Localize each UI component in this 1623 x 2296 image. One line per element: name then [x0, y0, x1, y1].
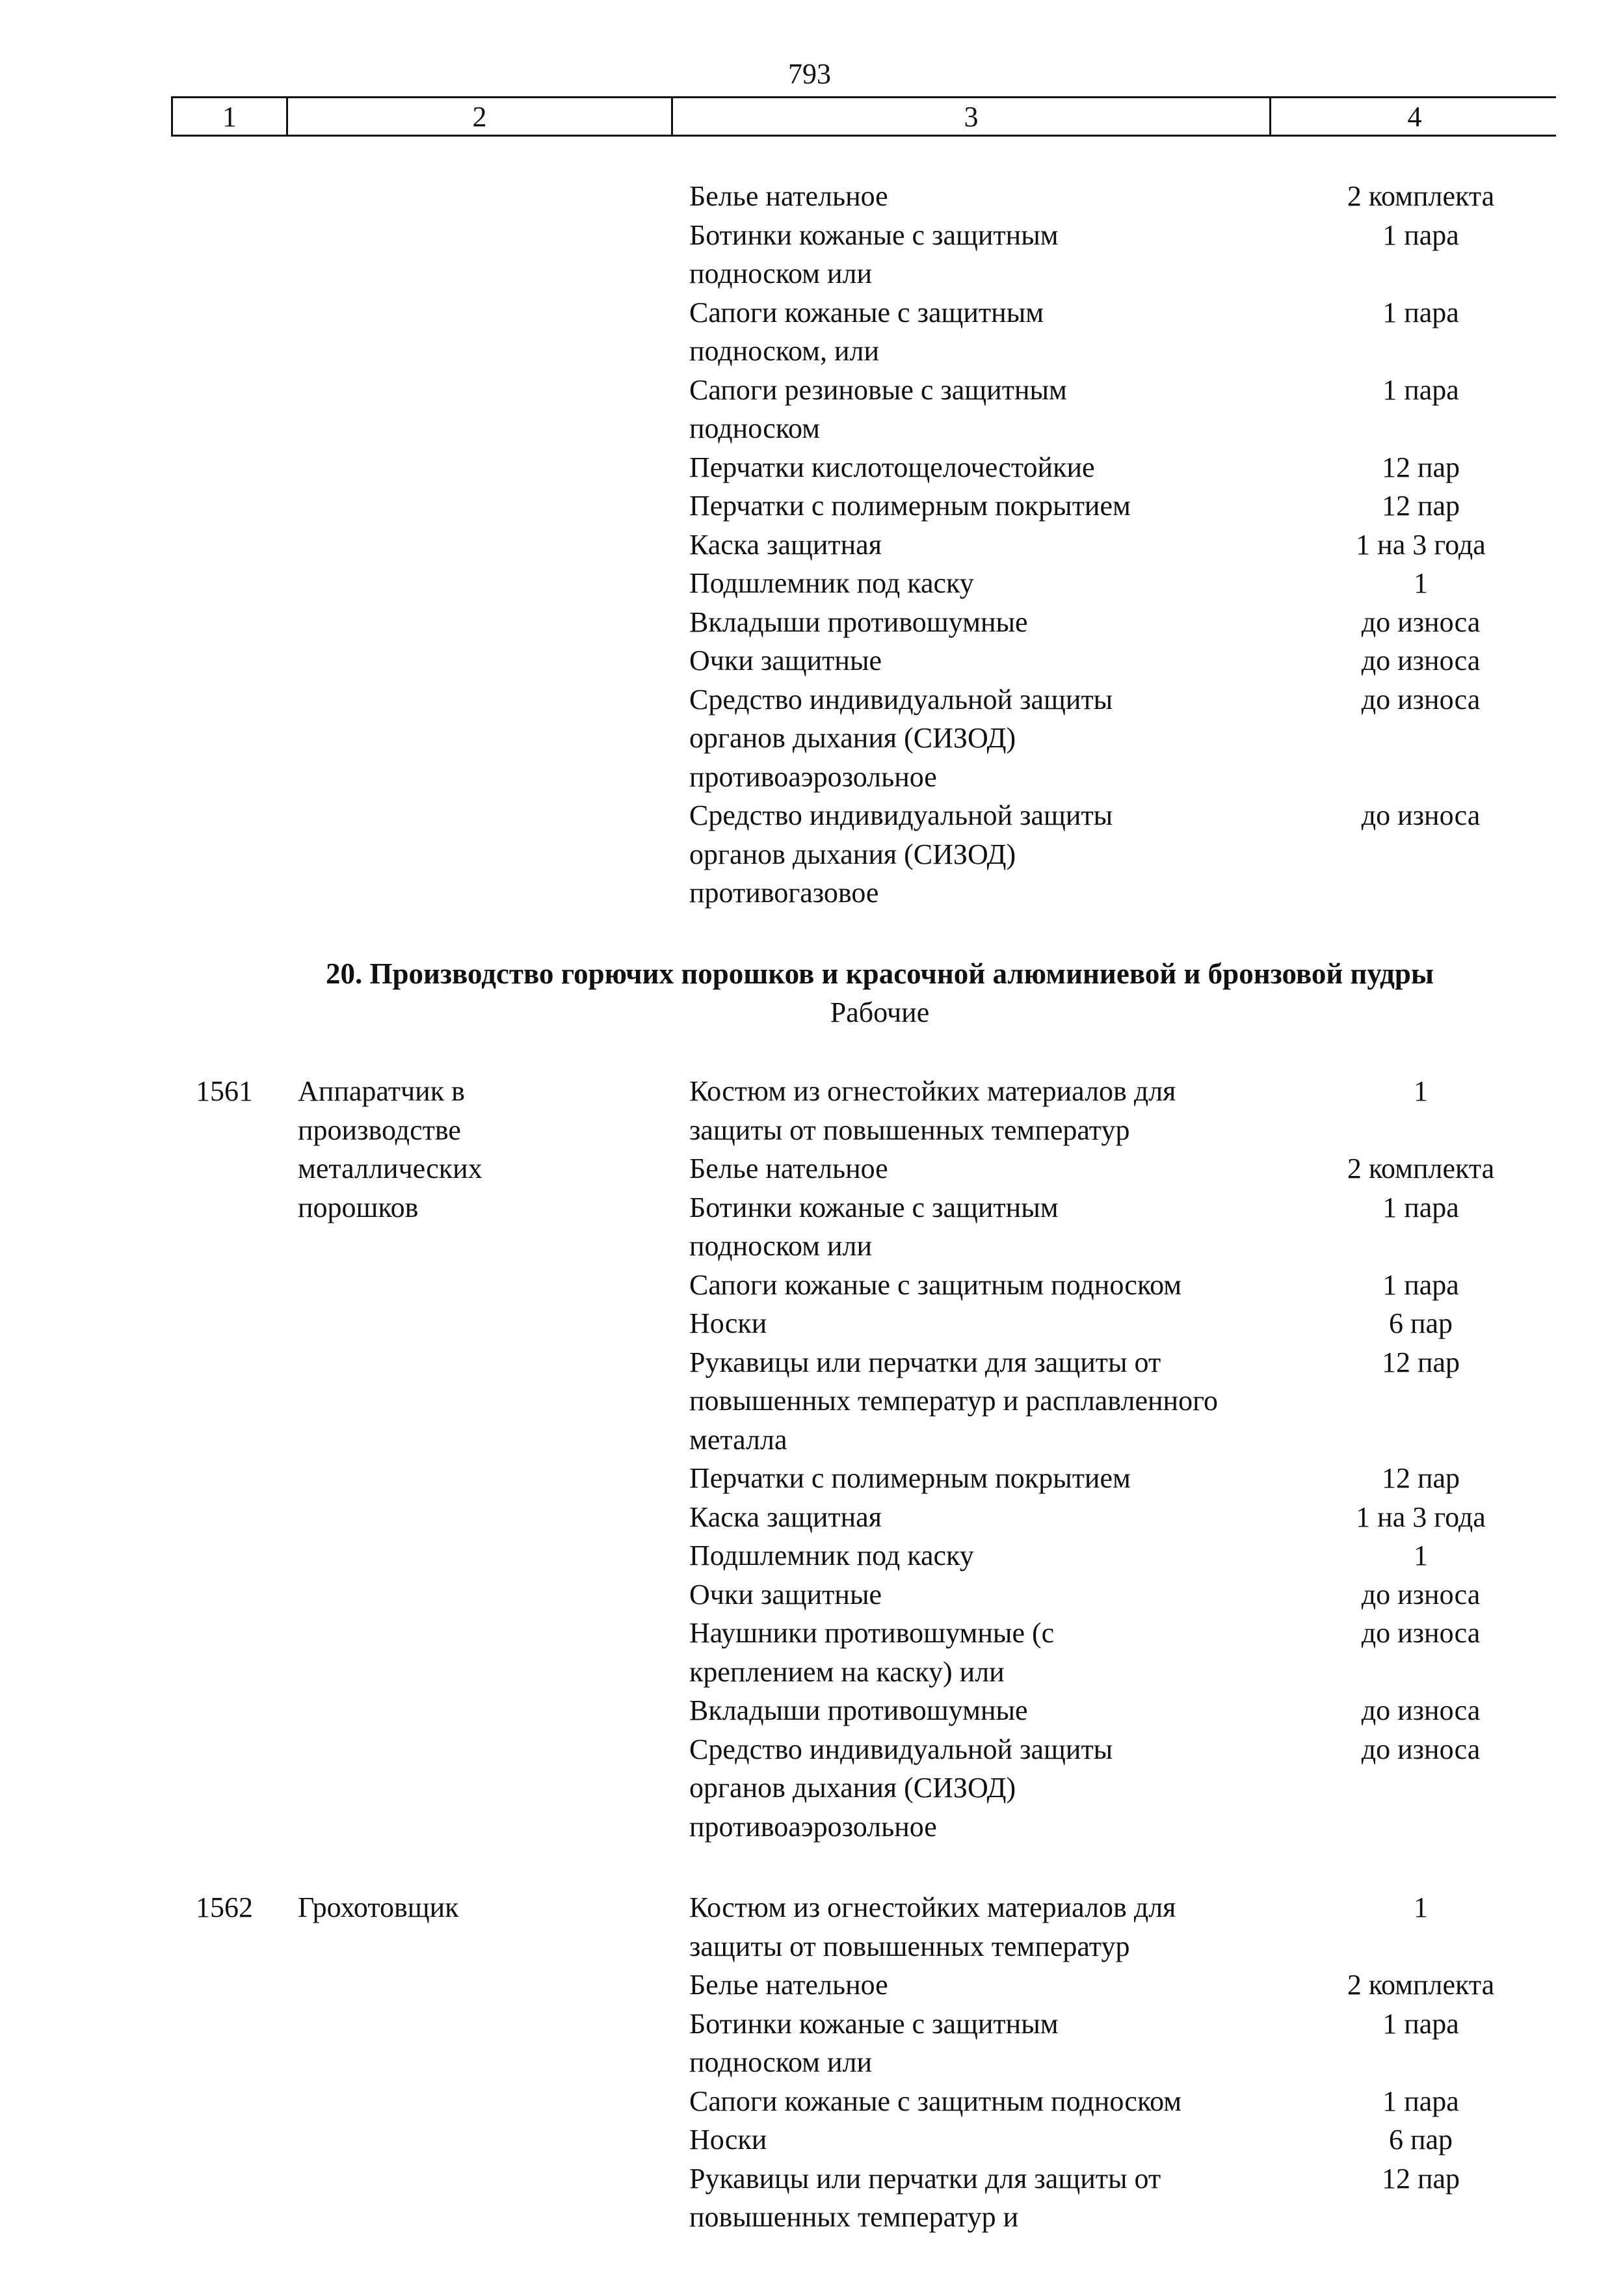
item-name: Сапоги кожаные с защитным подноском — [689, 1268, 1182, 1301]
section-title: 20. Производство горючих порошков и красочной алюминиевой и бронзовой пудры — [325, 957, 1434, 990]
list-item — [0, 1072, 1623, 1149]
continuation-items — [0, 177, 1623, 913]
item-name: Сапоги кожаные с защитным подноском, или — [689, 296, 1044, 367]
item-qty: 2 комплекта — [1347, 1969, 1495, 2001]
item-name: Подшлемник под каску — [689, 567, 974, 599]
item-name: Носки — [689, 2124, 767, 2156]
column-header-row — [171, 96, 1556, 137]
item-name: Очки защитные — [689, 1578, 882, 1610]
column-header-4: 4 — [1407, 101, 1422, 133]
item-qty: 1 — [1414, 1891, 1428, 1923]
item-name: Средство индивидуальной защиты органов дыхания (СИЗОД) противоаэрозольное — [689, 683, 1113, 793]
entry-job-title: Грохотовщик — [298, 1891, 459, 1923]
item-qty: 2 комплекта — [1347, 180, 1495, 212]
list-item — [0, 487, 1623, 526]
item-name: Ботинки кожаные с защитным подноском или — [689, 1191, 1059, 1262]
item-name: Ботинки кожаные с защитным подноском или — [689, 2007, 1059, 2078]
list-item — [0, 2005, 1623, 2082]
list-item — [0, 1498, 1623, 1537]
entry-items — [0, 1072, 1623, 1846]
list-item — [0, 1614, 1623, 1691]
item-name: Перчатки с полимерным покрытием — [689, 490, 1131, 522]
list-item — [0, 1459, 1623, 1498]
entry-job-title: Аппаратчик в производстве металлических порошков — [298, 1075, 482, 1223]
item-qty: до износа — [1361, 606, 1481, 638]
item-name: Белье нательное — [689, 180, 888, 212]
list-item — [0, 1536, 1623, 1575]
list-item — [0, 2082, 1623, 2121]
list-item — [0, 526, 1623, 565]
item-name: Сапоги резиновые с защитным подноском — [689, 373, 1067, 444]
item-name: Каска защитная — [689, 1501, 882, 1533]
item-qty: 12 пар — [1381, 490, 1460, 522]
item-name: Белье нательное — [689, 1153, 888, 1184]
column-header-3: 3 — [673, 98, 1271, 135]
item-name: Рукавицы или перчатки для защиты от повышенных температур и расплавленного металла — [689, 1346, 1219, 1456]
column-header-1: 1 — [173, 98, 288, 135]
list-item — [0, 641, 1623, 680]
item-qty: 12 пар — [1381, 1346, 1460, 1378]
item-name: Рукавицы или перчатки для защиты от повышенных температур и — [689, 2162, 1161, 2233]
item-name: Средство индивидуальной защиты органов дыхания (СИЗОД) противоаэрозольное — [689, 1733, 1113, 1843]
item-name: Вкладыши противошумные — [689, 606, 1028, 638]
item-name: Очки защитные — [689, 645, 882, 676]
list-item — [0, 1188, 1623, 1266]
entry-code: 1562 — [196, 1891, 253, 1923]
item-qty: 6 пар — [1388, 1307, 1453, 1339]
item-qty: 1 — [1414, 567, 1428, 599]
list-item — [0, 293, 1623, 371]
item-qty: 1 пара — [1382, 373, 1459, 406]
list-item — [0, 603, 1623, 642]
item-qty: 1 на 3 года — [1356, 528, 1486, 561]
item-qty: 1 на 3 года — [1356, 1501, 1486, 1533]
item-qty: до износа — [1361, 1694, 1481, 1726]
item-qty: 12 пар — [1381, 2162, 1460, 2195]
list-item — [0, 1966, 1623, 2005]
list-item — [0, 1343, 1623, 1460]
item-qty: 1 пара — [1382, 1268, 1459, 1301]
item-name: Носки — [689, 1307, 767, 1339]
list-item — [0, 1304, 1623, 1343]
item-name: Подшлемник под каску — [689, 1540, 974, 1571]
item-qty: 1 пара — [1382, 2007, 1459, 2040]
entry-items — [0, 1888, 1623, 2237]
item-name: Ботинки кожаные с защитным подноском или — [689, 219, 1059, 289]
list-item — [0, 1575, 1623, 1614]
list-item — [0, 371, 1623, 448]
item-qty: 2 комплекта — [1347, 1153, 1495, 1184]
entry-code: 1561 — [196, 1075, 253, 1107]
item-name: Вкладыши противошумные — [689, 1694, 1028, 1726]
list-item — [0, 448, 1623, 487]
item-name: Каска защитная — [689, 528, 882, 561]
item-name: Сапоги кожаные с защитным подноском — [689, 2085, 1182, 2117]
item-name: Перчатки кислотощелочестойкие — [689, 451, 1095, 483]
list-item — [0, 177, 1623, 216]
item-qty: 1 пара — [1382, 2085, 1459, 2117]
list-item — [0, 216, 1623, 293]
item-qty: 12 пар — [1381, 1462, 1460, 1494]
item-qty: до износа — [1361, 799, 1481, 831]
list-item — [0, 1691, 1623, 1730]
item-name: Костюм из огнестойких материалов для защиты от повышенных температур — [689, 1891, 1176, 1962]
item-qty: 1 — [1414, 1075, 1428, 1107]
item-name: Костюм из огнестойких материалов для защиты от повышенных температур — [689, 1075, 1176, 1146]
item-qty: до износа — [1361, 1617, 1481, 1649]
item-qty: 12 пар — [1381, 451, 1460, 483]
page-number: 793 — [788, 58, 831, 90]
list-item — [0, 2120, 1623, 2159]
item-name: Наушники противошумные (с креплением на каску) или — [689, 1617, 1055, 1688]
item-qty: до износа — [1361, 1578, 1481, 1610]
item-qty: до износа — [1361, 683, 1481, 715]
item-qty: 1 пара — [1382, 296, 1459, 328]
item-qty: 6 пар — [1388, 2124, 1453, 2156]
item-qty: 1 пара — [1382, 1191, 1459, 1223]
list-item — [0, 1730, 1623, 1847]
list-item — [0, 2159, 1623, 2237]
item-name: Средство индивидуальной защиты органов дыхания (СИЗОД) противогазовое — [689, 799, 1113, 909]
list-item — [0, 1266, 1623, 1305]
column-header-2: 2 — [288, 98, 673, 135]
item-qty: 1 — [1414, 1540, 1428, 1571]
item-name: Белье нательное — [689, 1969, 888, 2001]
item-qty: 1 пара — [1382, 219, 1459, 251]
list-item — [0, 1888, 1623, 1966]
item-qty: до износа — [1361, 645, 1481, 676]
item-name: Перчатки с полимерным покрытием — [689, 1462, 1131, 1494]
list-item — [0, 680, 1623, 797]
item-qty: до износа — [1361, 1733, 1481, 1765]
list-item — [0, 796, 1623, 913]
list-item — [0, 1149, 1623, 1188]
list-item — [0, 564, 1623, 603]
section-subtitle: Рабочие — [830, 996, 930, 1028]
